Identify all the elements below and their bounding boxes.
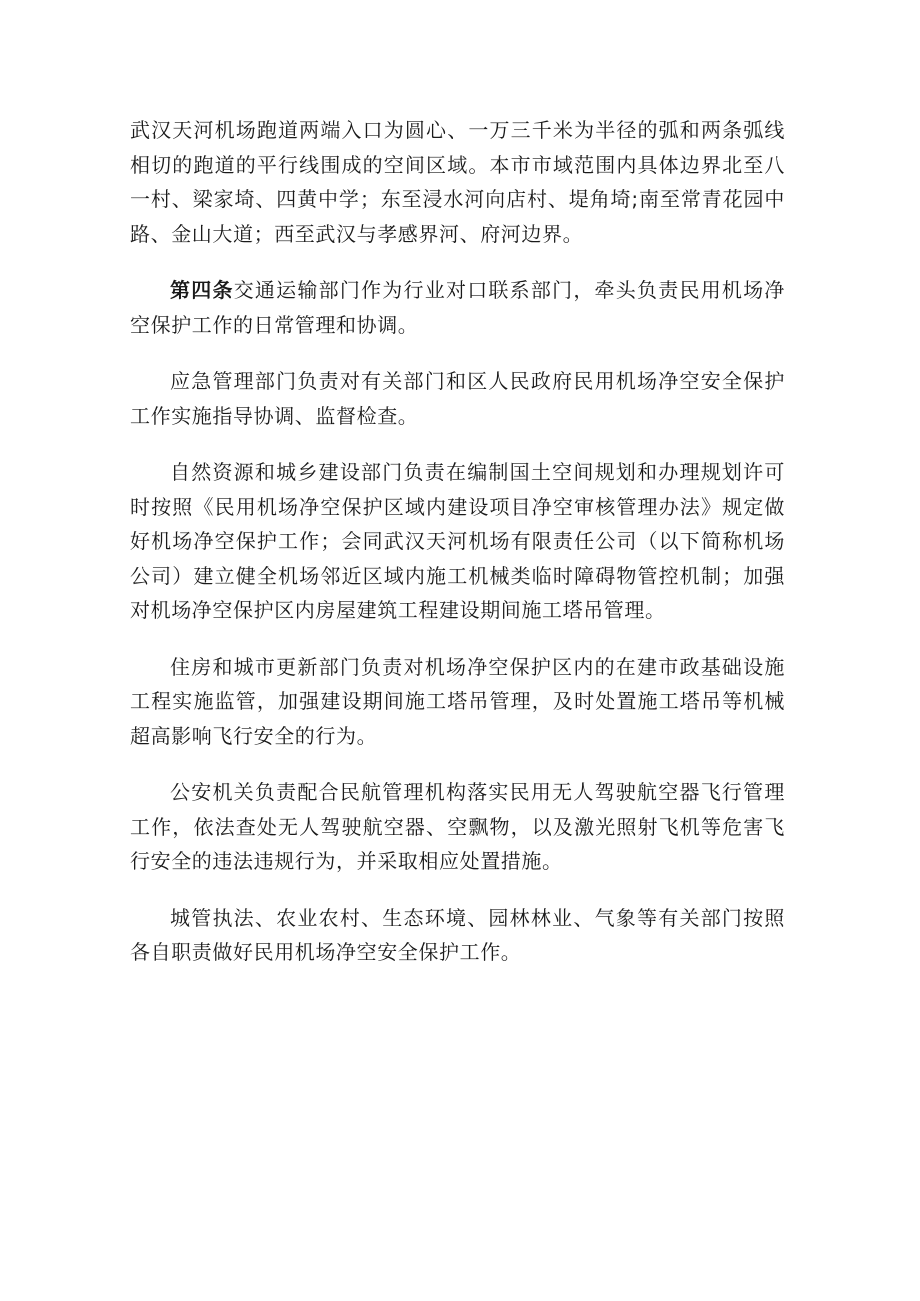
- article-number: 第四条: [170, 278, 234, 302]
- paragraph-police: [130, 775, 785, 879]
- paragraph-article-4: [130, 273, 785, 342]
- paragraph-airspace-area: [130, 113, 785, 251]
- paragraph-natural-resources: [130, 455, 785, 628]
- paragraph-text: 应急管理部门负责对有关部门和区人民政府民用机场净空安全保护工作实施指导协调、监督检查。: [130, 369, 785, 428]
- document-page: [130, 113, 785, 992]
- paragraph-text: 住房和城市更新部门负责对机场净空保护区内的在建市政基础设施工程实施监管，加强建设期间施工塔吊管理，及时处置施工塔吊等机械超高影响飞行安全的行为。: [130, 654, 785, 748]
- paragraph-housing: [130, 650, 785, 754]
- paragraph-other-departments: [130, 901, 785, 970]
- paragraph-text: 交通运输部门作为行业对口联系部门，牵头负责民用机场净空保护工作的日常管理和协调。: [130, 278, 785, 337]
- paragraph-text: 武汉天河机场跑道两端入口为圆心、一万三千米为半径的弧和两条弧线相切的跑道的平行线围成的空间区域。本市市域范围内具体边界北至八一村、梁家埼、四黄中学；东至浸水河向店村、堤角埼;南至常青花园中路、金山大道；西至武汉与孝感界河、府河边界。: [130, 118, 785, 246]
- paragraph-text: 自然资源和城乡建设部门负责在编制国土空间规划和办理规划许可时按照《民用机场净空保护区域内建设项目净空审核管理办法》规定做好机场净空保护工作；会同武汉天河机场有限责任公司（以下简称机场公司）建立健全机场邻近区域内施工机械类临时障碍物管控机制；加强对机场净空保护区内房屋建筑工程建设期间施工塔吊管理。: [130, 460, 785, 622]
- paragraph-emergency-management: [130, 364, 785, 433]
- paragraph-text: 公安机关负责配合民航管理机构落实民用无人驾驶航空器飞行管理工作，依法查处无人驾驶航空器、空飘物，以及激光照射飞机等危害飞行安全的违法违规行为，并采取相应处置措施。: [130, 780, 785, 873]
- paragraph-text: 城管执法、农业农村、生态环境、园林林业、气象等有关部门按照各自职责做好民用机场净空安全保护工作。: [130, 905, 785, 964]
